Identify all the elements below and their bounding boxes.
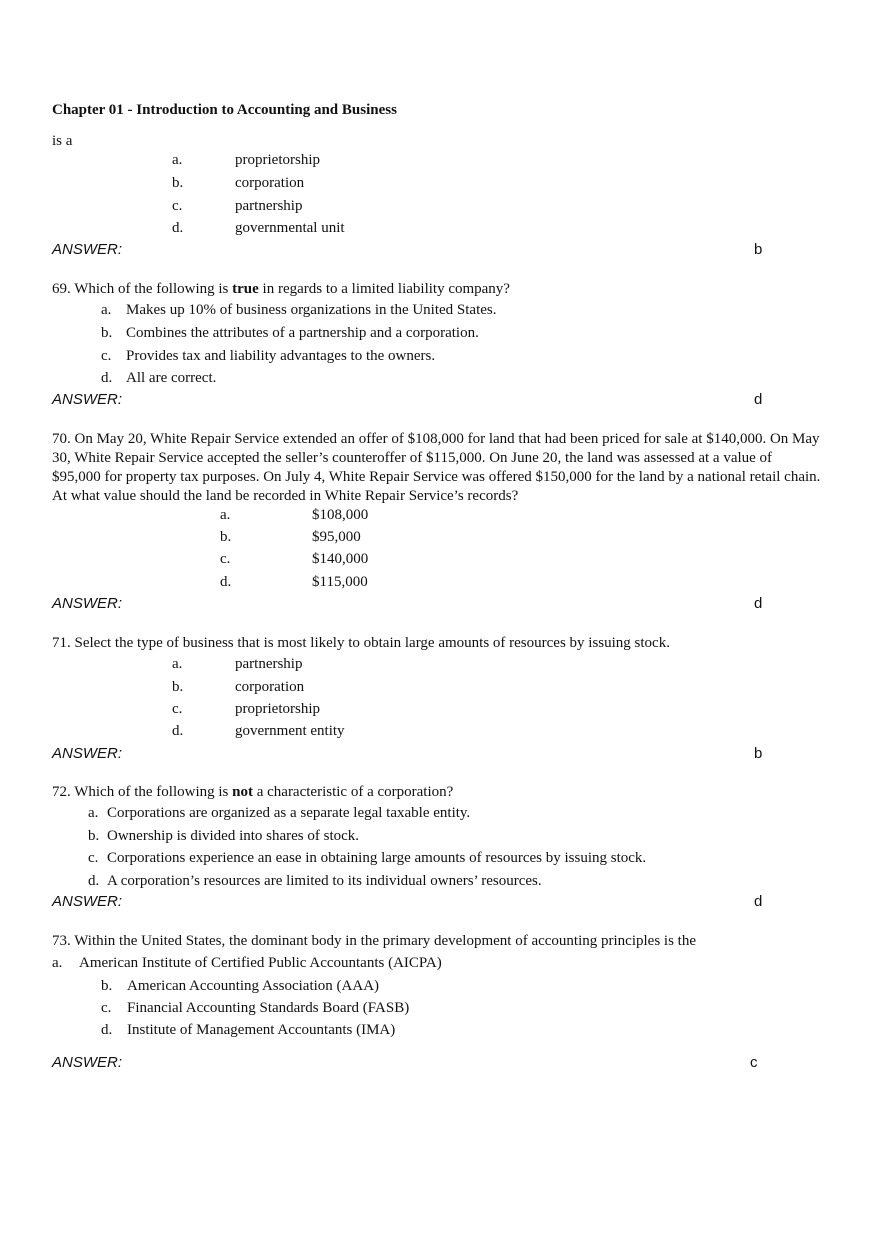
option-letter: d. <box>101 1022 113 1038</box>
option-letter: c. <box>172 701 183 717</box>
option-letter: d. <box>172 723 184 739</box>
option-text: corporation <box>235 679 305 695</box>
answer-value: c <box>750 1054 758 1071</box>
option-letter: b. <box>88 828 100 844</box>
answer-value: d <box>754 893 763 910</box>
answer-value: b <box>754 745 763 762</box>
question-stem: 72. Which of the following is not a characteristic of a corporation? <box>52 784 454 800</box>
option-text: government entity <box>235 723 345 739</box>
answer-label: ANSWER: <box>52 1054 123 1071</box>
question-stem: 73. Within the United States, the dominant body in the primary development of accounting principles is the <box>52 933 696 949</box>
option-letter: a. <box>172 656 183 672</box>
answer-label: ANSWER: <box>52 241 123 258</box>
option-text: Ownership is divided into shares of stock. <box>107 828 360 844</box>
option-text: A corporation’s resources are limited to its individual owners’ resources. <box>107 873 542 889</box>
answer-label: ANSWER: <box>52 595 123 612</box>
question-stem: 70. On May 20, White Repair Service extended an offer of $108,000 for land that had been priced for sale at $140,000. On May 30, White Repair Service accepted the seller’s counteroffer of $115,000. On June 20, the land was assessed at a value of $95,000 for property tax purposes. On July 4, White Repair Service was offered $150,000 for the land by a national retail chain. At what value should the land be recorded in White Repair Service’s records? <box>52 431 821 504</box>
option-text: $115,000 <box>312 574 368 590</box>
option-letter: d. <box>220 574 232 590</box>
option-text: Combines the attributes of a partnership and a corporation. <box>126 325 479 341</box>
option-text: $108,000 <box>312 507 369 523</box>
option-text: $95,000 <box>312 529 361 545</box>
question-stem: 69. Which of the following is true in regards to a limited liability company? <box>52 281 510 297</box>
option-text: Institute of Management Accountants (IMA) <box>127 1022 396 1038</box>
option-text: American Accounting Association (AAA) <box>127 978 380 994</box>
answer-label: ANSWER: <box>52 745 123 762</box>
option-letter: b. <box>172 175 184 191</box>
option-text: $140,000 <box>312 551 369 567</box>
option-text: proprietorship <box>235 152 320 168</box>
option-text: All are correct. <box>126 370 217 386</box>
answer-label: ANSWER: <box>52 391 123 408</box>
option-text: Corporations are organized as a separate legal taxable entity. <box>107 805 471 821</box>
question-stem: is a <box>52 133 73 149</box>
option-text: corporation <box>235 175 305 191</box>
option-letter: a. <box>88 805 99 821</box>
option-text: partnership <box>235 198 303 214</box>
option-text: partnership <box>235 656 303 672</box>
option-letter: d. <box>88 873 100 889</box>
answer-value: b <box>754 241 763 258</box>
option-letter: b. <box>101 978 113 994</box>
option-letter: b. <box>220 529 232 545</box>
option-letter: c. <box>101 348 112 364</box>
option-letter: c. <box>101 1000 112 1016</box>
option-text: governmental unit <box>235 220 345 236</box>
option-text: Provides tax and liability advantages to the owners. <box>126 348 436 364</box>
answer-label: ANSWER: <box>52 893 123 910</box>
option-letter: a. <box>172 152 183 168</box>
option-letter: c. <box>88 850 99 866</box>
option-letter: d. <box>172 220 184 236</box>
question-stem: 71. Select the type of business that is most likely to obtain large amounts of resources by issuing stock. <box>52 635 670 651</box>
option-letter: a. <box>101 302 112 318</box>
option-text: American Institute of Certified Public Accountants (AICPA) <box>79 955 442 971</box>
option-letter: c. <box>220 551 231 567</box>
option-letter: b. <box>101 325 113 341</box>
option-text: proprietorship <box>235 701 320 717</box>
option-letter: b. <box>172 679 184 695</box>
option-letter: a. <box>220 507 231 523</box>
answer-value: d <box>754 391 763 408</box>
option-letter: d. <box>101 370 113 386</box>
option-letter: c. <box>172 198 183 214</box>
option-letter: a. <box>52 955 63 971</box>
option-text: Makes up 10% of business organizations in the United States. <box>126 302 497 318</box>
option-text: Corporations experience an ease in obtaining large amounts of resources by issuing stock. <box>107 850 647 866</box>
option-text: Financial Accounting Standards Board (FASB) <box>127 1000 410 1016</box>
answer-value: d <box>754 595 763 612</box>
page-title: Chapter 01 - Introduction to Accounting and Business <box>52 102 397 118</box>
